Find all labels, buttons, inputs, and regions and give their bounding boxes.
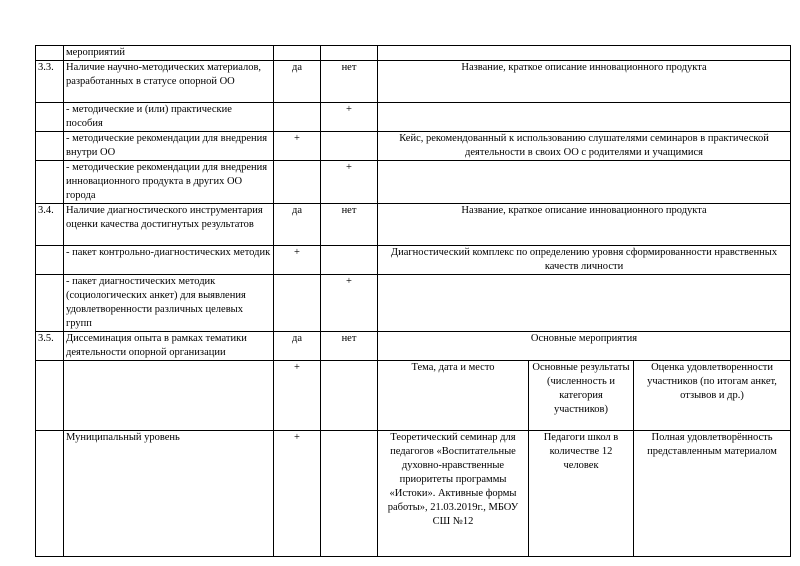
cell-results: Педагоги школ в количестве 12 человек — [529, 431, 634, 557]
cell-number: 3.3. — [36, 61, 64, 103]
cell-satisfaction-header: Оценка удовлетворенности участников (по итогам анкет, отзывов и др.) — [634, 361, 791, 431]
cell-number: 3.4. — [36, 204, 64, 246]
cell-content — [378, 161, 791, 204]
cell-content: Диагностический комплекс по определению уровня сформированности нравственных качеств личности — [378, 246, 791, 275]
cell-description: Диссеминация опыта в рамках тематики деятельности опорной организации — [64, 332, 274, 361]
cell-number — [36, 275, 64, 332]
table-row — [36, 204, 791, 246]
cell-description: - методические рекомендации для внедрения внутри ОО — [64, 132, 274, 161]
cell-description: мероприятий — [64, 46, 274, 61]
cell-net — [321, 431, 378, 557]
cell-theme-header: Тема, дата и место — [378, 361, 529, 431]
cell-number — [36, 246, 64, 275]
cell-net: + — [321, 103, 378, 132]
cell-number — [36, 361, 64, 431]
cell-satisfaction: Полная удовлетворённость представленным материалом — [634, 431, 791, 557]
table-row — [36, 161, 791, 204]
cell-number — [36, 132, 64, 161]
cell-net: нет — [321, 61, 378, 103]
cell-net — [321, 246, 378, 275]
cell-net — [321, 361, 378, 431]
table-row — [36, 332, 791, 361]
cell-content — [378, 46, 791, 61]
cell-number — [36, 46, 64, 61]
table-row — [36, 103, 791, 132]
cell-number — [36, 103, 64, 132]
cell-net: + — [321, 161, 378, 204]
table-row — [36, 246, 791, 275]
cell-content — [378, 275, 791, 332]
table-row — [36, 361, 791, 431]
cell-description: Наличие научно-методических материалов, разработанных в статусе опорной ОО — [64, 61, 274, 103]
cell-theme: Теоретический семинар для педагогов «Воспитательные духовно-нравственные приоритеты программы «Истоки». Активные формы работы», 21.03.2019г., МБОУ СШ №12 — [378, 431, 529, 557]
cell-number — [36, 431, 64, 557]
table-row — [36, 431, 791, 557]
cell-results-header: Основные результаты (численность и категория участников) — [529, 361, 634, 431]
table-row — [36, 132, 791, 161]
cell-content — [378, 103, 791, 132]
cell-net: нет — [321, 204, 378, 246]
cell-number: 3.5. — [36, 332, 64, 361]
cell-da: + — [274, 132, 321, 161]
cell-content: Кейс, рекомендованный к использованию слушателями семинаров в практической деятельности в своих ОО с родителями и учащимися — [378, 132, 791, 161]
cell-da — [274, 161, 321, 204]
cell-description: Наличие диагностического инструментария оценки качества достигнутых результатов — [64, 204, 274, 246]
cell-da: да — [274, 332, 321, 361]
cell-da — [274, 46, 321, 61]
cell-description: Муниципальный уровень — [64, 431, 274, 557]
cell-content: Название, краткое описание инновационного продукта — [378, 61, 791, 103]
table-row — [36, 61, 791, 103]
cell-description — [64, 361, 274, 431]
cell-net — [321, 46, 378, 61]
cell-description: - пакет контрольно-диагностических методик — [64, 246, 274, 275]
cell-net: + — [321, 275, 378, 332]
cell-description: - методические рекомендации для внедрения инновационного продукта в других ОО города — [64, 161, 274, 204]
cell-description: - пакет диагностических методик (социологических анкет) для выявления удовлетворенности различных целевых групп — [64, 275, 274, 332]
cell-da — [274, 103, 321, 132]
cell-da: да — [274, 61, 321, 103]
cell-da: да — [274, 204, 321, 246]
cell-da: + — [274, 361, 321, 431]
table-row — [36, 46, 791, 61]
cell-da: + — [274, 431, 321, 557]
cell-net — [321, 132, 378, 161]
cell-content: Название, краткое описание инновационного продукта — [378, 204, 791, 246]
cell-description: - методические и (или) практические пособия — [64, 103, 274, 132]
cell-da: + — [274, 246, 321, 275]
report-table — [35, 45, 791, 557]
table-row — [36, 275, 791, 332]
cell-net: нет — [321, 332, 378, 361]
cell-content: Основные мероприятия — [378, 332, 791, 361]
cell-number — [36, 161, 64, 204]
cell-da — [274, 275, 321, 332]
